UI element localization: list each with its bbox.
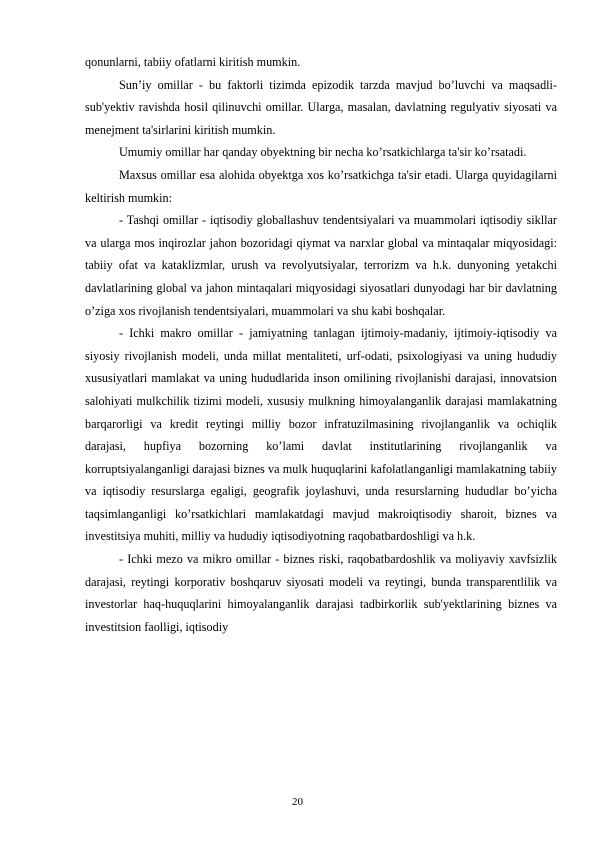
- paragraph-internal-meso-micro-factors: - Ichki mezo va mikro omillar - biznes riski, raqobatbardoshlik va moliyaviy xavfsizlik darajasi, reytingi korporativ boshqaruv siyosati modeli va reytingi, bunda transparentlilik va investorlar haq-huquqlarini himoyalanganlik darajasi tadbirkorlik sub'yektlarining biznes va investitsion faolligi, iqtisodiy: [85, 552, 557, 634]
- paragraph-internal-macro-factors: - Ichki makro omillar - jamiyatning tanlagan ijtimoiy-madaniy, ijtimoiy-iqtisodiy va siyosiy rivojlanish modeli, unda millat mentaliteti, urf-odati, psixologiyasi va uning hududiy xususiyatlari mamlakat va uning hududlarida inson omilining rivojlanishi darajasi, innovatsion salohiyati mulkchilik tizimi modeli, xususiy mulkning himoyalanganlik darajasi mamlakatning barqarorligi va kredit reytingi milliy bozor infratuzilmasining rivojlanganlik va ochiqlik darajasi, hupfiya bozorning ko’lami davlat institutlarining rivojlanganlik va korruptsiyalanganligi darajasi biznes va mulk huquqlarini kafolatlanganligi mamlakatning tabiiy va iqtisodiy resurslarga egaligi, geografik joylashuvi, unda resurslarning hududlar bo’yicha taqsimlanganligi ko’rsatkichlari mamlakatdagi mavjud makroiqtisodiy sharoit, biznes va investitsiya muhiti, milliy va hududiy iqtisodiyotning raqobatbardoshligi va h.k.: [85, 326, 557, 544]
- document-page: [85, 51, 557, 638]
- paragraph-continuation: qonunlarni, tabiiy ofatlarni kiritish mumkin.: [85, 55, 301, 69]
- paragraph-artificial-factors: Sun’iy omillar - bu faktorli tizimda epizodik tarzda mavjud bo’luvchi va maqsadli-sub'yektiv ravishda hosil qilinuvchi omillar. Ularga, masalan, davlatning regulyativ siyosati va menejment ta'sirlarini kiritish mumkin.: [85, 77, 557, 137]
- paragraph-special-factors: Maxsus omillar esa alohida obyektga xos ko’rsatkichga ta'sir etadi. Ularga quyidagilarni keltirish mumkin:: [85, 167, 557, 205]
- paragraph-general-factors: Umumiy omillar har qanday obyektning bir necha ko’rsatkichlarga ta'sir ko’rsatadi.: [119, 145, 527, 160]
- paragraph-external-factors: - Tashqi omillar - iqtisodiy globallashuv tendentsiyalari va muammolari iqtisodiy sikllar va ularga mos inqirozlar jahon bozoridagi qiymat va narxlar global va mintaqalar miqyosidagi: tabiiy ofat va kataklizmlar, urush va revolyutsiyalar, terrorizm va h.k. dunyoning yetakchi davlatlarining global va jahon mintaqalari miqyosidagi siyosatlari dunyodagi har bir davlatning o’ziga xos rivojlanish tendentsiyalari, muammolari va shu kabi boshqalar.: [85, 213, 557, 318]
- page-number: 20: [292, 796, 303, 808]
